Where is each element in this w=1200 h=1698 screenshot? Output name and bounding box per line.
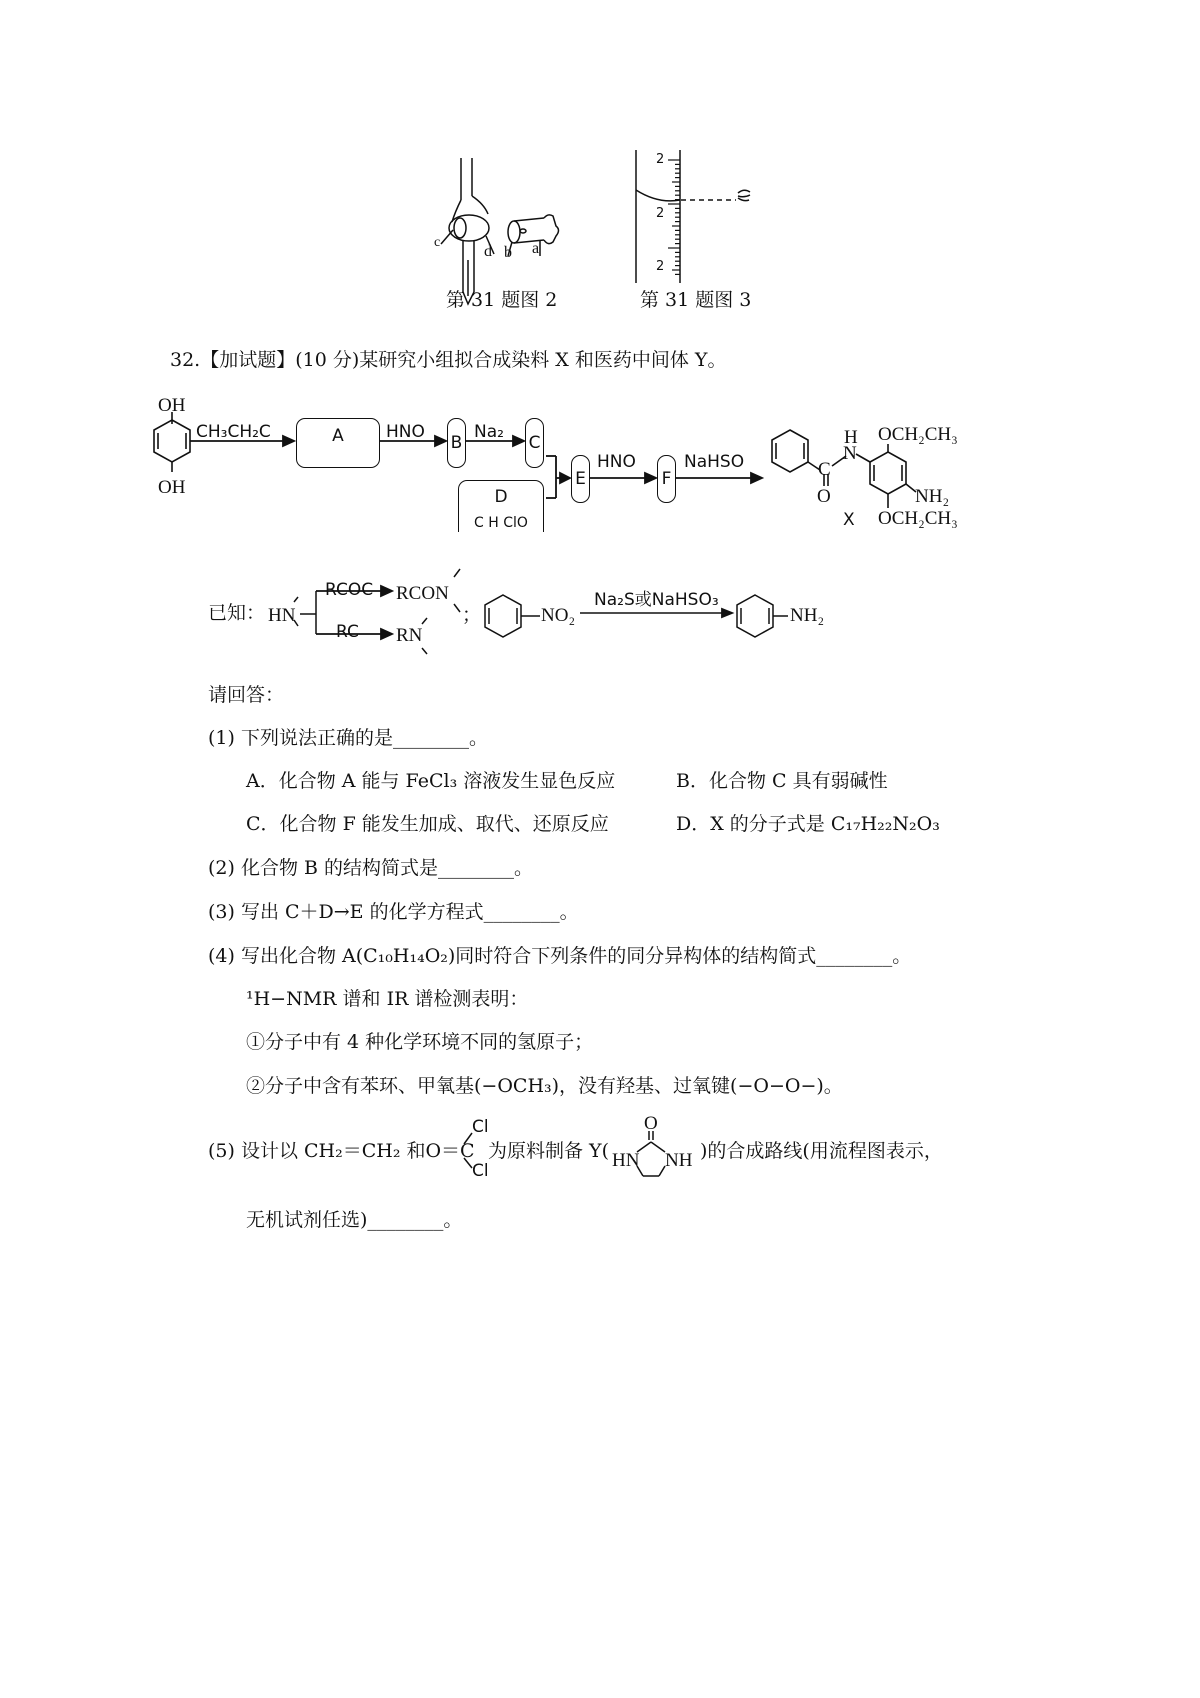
q1-text: (1) 下列说法正确的是________。 xyxy=(208,727,488,749)
q5-cl-top: Cl xyxy=(472,1117,489,1137)
product-h: H xyxy=(844,427,858,448)
start-oh-bottom: OH xyxy=(158,477,186,498)
known-separator: ； xyxy=(462,604,482,626)
scale-tick-label: 2 xyxy=(656,206,665,221)
start-oh-top: OH xyxy=(158,395,186,416)
q5-mid: 为原料制备 Y( xyxy=(488,1140,609,1162)
q5-pre: (5) 设计以 CH₂＝CH₂ 和O＝C xyxy=(208,1140,475,1162)
product-x-label: X xyxy=(843,510,855,530)
q5-cl-bottom: Cl xyxy=(472,1161,489,1181)
product-c: C xyxy=(818,459,831,480)
known-product-top: RCON xyxy=(396,583,449,604)
known-arrow-reagent: Na₂S或NaHSO₃ xyxy=(594,590,719,610)
known-nh2: NH₂ xyxy=(790,605,825,626)
reagent-3: Na₂ xyxy=(474,422,504,442)
q5-line2: 无机试剂任选)________。 xyxy=(246,1209,463,1231)
q5-ring-o: O xyxy=(644,1113,658,1134)
box-c: C xyxy=(525,418,544,468)
answer-prompt: 请回答： xyxy=(208,684,285,706)
label-a: a xyxy=(532,240,540,257)
question-32-header: 32.【加试题】(10 分)某研究小组拟合成染料 X 和医药中间体 Y。 xyxy=(170,349,727,371)
reagent-2: HNO xyxy=(386,422,425,442)
label-b: b xyxy=(504,244,512,261)
product-oet-bottom: OCH₂CH₃ xyxy=(878,508,958,529)
q5-ring-hn: HN xyxy=(612,1150,640,1171)
box-e: E xyxy=(571,455,590,503)
figure-2-caption: 第 31 题图 2 xyxy=(446,289,558,311)
q3-text: (3) 写出 C＋D→E 的化学方程式________。 xyxy=(208,901,579,923)
q1-option-d: D．X 的分子式是 C₁₇H₂₂N₂O₃ xyxy=(676,813,940,835)
box-b: B xyxy=(447,418,466,468)
q5-post: )的合成路线(用流程图表示， xyxy=(700,1140,943,1162)
known-hn: HN xyxy=(268,605,296,626)
q1-option-c: C．化合物 F 能发生加成、取代、还原反应 xyxy=(246,813,609,835)
known-reagent-top: RCOC xyxy=(325,580,374,600)
reagent-1: CH₃CH₂C xyxy=(196,422,271,442)
q2-text: (2) 化合物 B 的结构简式是________。 xyxy=(208,857,533,879)
product-o: O xyxy=(817,486,831,507)
q1-option-b: B．化合物 C 具有弱碱性 xyxy=(676,770,888,792)
figure-3-caption: 第 31 题图 3 xyxy=(640,289,752,311)
q4-text: (4) 写出化合物 A(C₁₀H₁₄O₂)同时符合下列条件的同分异构体的结构简式________。 xyxy=(208,945,912,967)
box-f: F xyxy=(657,455,676,503)
known-reagent-bottom: RC xyxy=(336,622,359,642)
known-no2: NO₂ xyxy=(541,605,576,626)
reagent-5: NaHSO xyxy=(684,452,745,472)
scale-tick-label: 2 xyxy=(656,259,665,274)
box-d: D C H ClO xyxy=(458,480,544,532)
q5-ring-nh: NH xyxy=(665,1150,693,1171)
label-d: d xyxy=(484,243,492,260)
box-a: A xyxy=(296,418,380,468)
product-oet-top: OCH₂CH₃ xyxy=(878,424,958,445)
q4-condition-1: ①分子中有 4 种化学环境不同的氢原子； xyxy=(246,1031,594,1053)
q4-nmr: ¹H−NMR 谱和 IR 谱检测表明： xyxy=(246,988,529,1010)
known-product-bottom: RN xyxy=(396,625,423,646)
q1-option-a: A．化合物 A 能与 FeCl₃ 溶液发生显色反应 xyxy=(246,770,616,792)
product-n: N xyxy=(843,443,857,464)
label-c: c xyxy=(434,235,441,250)
product-nh2: NH₂ xyxy=(915,486,950,507)
q4-condition-2: ②分子中含有苯环、甲氧基(−OCH₃)，没有羟基、过氧键(−O−O−)。 xyxy=(246,1075,843,1097)
known-label: 已知： xyxy=(208,602,266,624)
reagent-4: HNO xyxy=(597,452,636,472)
scale-tick-label: 2 xyxy=(656,152,665,167)
